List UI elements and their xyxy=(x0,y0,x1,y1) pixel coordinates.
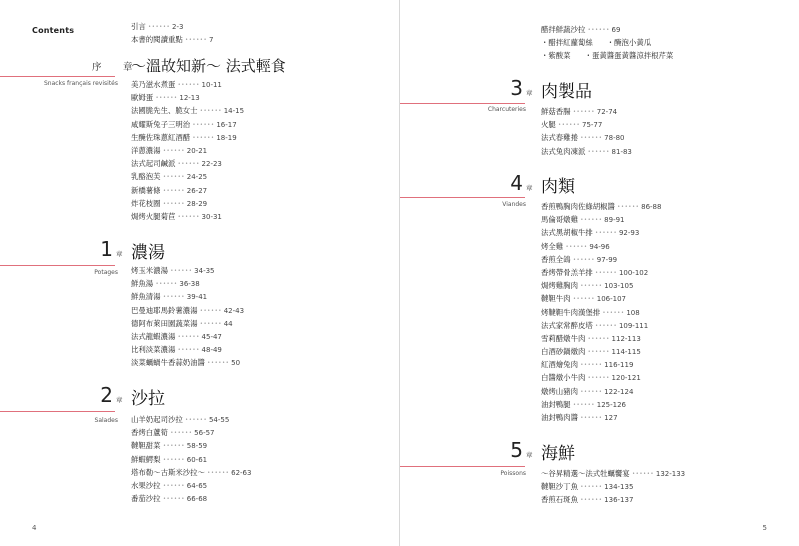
subitem: ・紫酸菜 xyxy=(541,51,571,60)
entry-title: 法式家常醉皮塔 xyxy=(541,320,593,330)
entry-page: 62-63 xyxy=(231,468,252,477)
leader-dots: ･･････ xyxy=(557,120,580,130)
entry-page: 94-96 xyxy=(589,242,610,251)
entry-page: 12-13 xyxy=(179,94,200,103)
entry-title: 淡菜蠣蝸牛香蒜奶油醬 xyxy=(131,358,205,368)
leader-dots: ･･････ xyxy=(206,358,230,368)
toc-entry xyxy=(541,480,685,493)
leader-dots: ･･････ xyxy=(162,494,185,504)
leader-dots: ･･････ xyxy=(565,241,588,251)
leader-dots: ･･････ xyxy=(579,386,603,396)
entry-page: 89-91 xyxy=(604,216,625,225)
chapter-en: Viandes xyxy=(502,201,526,208)
toc-entry xyxy=(131,492,251,505)
entry-title: 洋蔥濃湯 xyxy=(131,145,161,155)
leader-dots: ･･････ xyxy=(579,215,603,225)
chapter-4-list xyxy=(541,200,661,424)
entry-page: 56-57 xyxy=(194,429,215,438)
entry-title: 德阿布萊田園蔬菜湯 xyxy=(131,318,198,328)
leader-dots: ･･････ xyxy=(579,133,603,143)
entry-page: 122-124 xyxy=(604,387,634,396)
entry-page: 60-61 xyxy=(186,455,208,464)
entry-page: 64-65 xyxy=(186,481,208,490)
entry-page: 120-121 xyxy=(611,374,641,383)
entry-page: 36-38 xyxy=(179,280,200,289)
toc-entry xyxy=(131,330,244,343)
prologue-label: 序 章 xyxy=(92,62,139,73)
entry-title: 燉烤山豬肉 xyxy=(541,386,578,396)
entry-page: 112-113 xyxy=(611,334,641,343)
entry-page: 136-137 xyxy=(604,496,634,505)
chapter-zhang: 章 xyxy=(526,451,533,459)
entry-page: 50 xyxy=(231,359,241,368)
entry-title: 鮮魚清湯 xyxy=(131,292,161,302)
toc-entry xyxy=(541,131,632,144)
leader-dots: ･･････ xyxy=(199,318,222,328)
entry-title: 法式黑胡椒牛排 xyxy=(541,228,593,238)
entry-title: 法國脆先生、脆女士 xyxy=(131,106,198,116)
prologue-rule xyxy=(0,76,115,77)
chapter-number: 3 xyxy=(510,76,523,100)
toc-entry xyxy=(541,319,661,332)
leader-dots: ･･････ xyxy=(162,198,185,208)
entry-page: 14-15 xyxy=(223,107,245,116)
leader-dots: ･･････ xyxy=(602,307,625,317)
entry-page: 45-47 xyxy=(201,332,222,341)
chapter-rule xyxy=(0,411,115,412)
leader-dots: ･･････ xyxy=(572,107,595,116)
chapter-title: 沙拉 xyxy=(131,389,165,409)
leader-dots: ･･････ xyxy=(579,495,603,505)
entry-page: 18-19 xyxy=(216,133,237,142)
toc-entry xyxy=(131,439,251,452)
chapter-rule xyxy=(0,265,115,266)
toc-entry xyxy=(541,332,661,345)
entry-page: 42-43 xyxy=(223,306,245,315)
subitem-row-2 xyxy=(541,49,687,62)
toc-entry xyxy=(131,91,244,104)
leader-dots: ･･････ xyxy=(162,454,185,464)
chapter-en: Poissons xyxy=(500,470,526,477)
toc-entry xyxy=(131,466,251,479)
entry-title: 油封鴨腿 xyxy=(541,399,571,409)
leader-dots: ･･････ xyxy=(579,360,603,370)
entry-page: 30-31 xyxy=(201,212,222,221)
chapter-rule xyxy=(400,466,525,467)
leader-dots: ･･････ xyxy=(177,159,200,169)
toc-entry xyxy=(131,144,244,157)
toc-entry xyxy=(131,104,244,117)
prologue-en: Snacks français revisités xyxy=(43,80,118,87)
toc-entry xyxy=(131,20,213,33)
entry-page: 134-135 xyxy=(604,483,634,492)
entry-page: 103-105 xyxy=(604,282,634,291)
leader-dots: ･･････ xyxy=(192,132,215,142)
entry-title: 白酒砂鍋燉肉 xyxy=(541,347,586,357)
entry-title: 香烤帶骨羔羊排 xyxy=(541,267,593,277)
entry-title: 香煎鴨胸肉佐綠胡椒醬 xyxy=(541,202,615,211)
left-page xyxy=(0,0,399,546)
chapter-1-list xyxy=(131,264,244,370)
leader-dots: ･･････ xyxy=(155,93,178,103)
leader-dots: ･･････ xyxy=(177,211,200,221)
leader-dots: ･･････ xyxy=(177,80,200,89)
chapter-zhang: 章 xyxy=(526,89,533,97)
leader-dots: ･･････ xyxy=(572,294,595,304)
entry-page: 48-49 xyxy=(201,346,222,355)
leader-dots: ･･････ xyxy=(162,441,185,451)
entry-page: 7 xyxy=(208,36,214,45)
entry-title: 烤韃靼牛肉漢堡排 xyxy=(541,307,601,317)
entry-page: 116-119 xyxy=(604,361,634,370)
entry-page: 22-23 xyxy=(201,160,222,169)
entry-page: 92-93 xyxy=(618,229,640,238)
entry-title: 白醬燉小牛肉 xyxy=(541,373,586,383)
leader-dots: ･･････ xyxy=(587,25,610,34)
entry-page: 100-102 xyxy=(618,268,649,277)
leader-dots: ･･････ xyxy=(206,467,230,477)
right-page xyxy=(400,0,799,546)
leader-dots: ･･････ xyxy=(572,399,595,409)
entry-page: 114-115 xyxy=(611,348,641,357)
leader-dots: ･･････ xyxy=(162,145,185,155)
entry-page: 127 xyxy=(604,414,618,422)
entry-title: ～谷昇精選～法式牡蠣饗宴 xyxy=(541,469,630,478)
chapter-number: 1 xyxy=(100,237,113,261)
entry-title: 香煎全鴿 xyxy=(541,254,571,264)
entry-page: 125-126 xyxy=(596,400,627,409)
chapter-number: 2 xyxy=(100,383,113,407)
intro-list xyxy=(131,20,213,46)
leader-dots: ･･････ xyxy=(579,413,603,422)
entry-page: 26-27 xyxy=(186,186,208,195)
page-number: 5 xyxy=(762,524,767,532)
chapter-3-list xyxy=(541,105,632,158)
toc-entry xyxy=(541,306,661,319)
toc-entry xyxy=(541,279,661,292)
entry-page: 81-83 xyxy=(611,147,632,156)
prologue-list xyxy=(131,78,244,223)
entry-page: 10-11 xyxy=(201,81,222,89)
leader-dots: ･･････ xyxy=(631,469,654,478)
leader-dots: ･･････ xyxy=(587,347,610,357)
toc-entry xyxy=(131,453,251,466)
toc-entry xyxy=(131,197,244,210)
leader-dots: ･･････ xyxy=(169,266,193,275)
entry-title: 新橋薯條 xyxy=(131,185,161,195)
entry-page: 106-107 xyxy=(596,295,627,304)
toc-entry xyxy=(131,479,251,492)
entry-page: 44 xyxy=(223,319,233,328)
leader-dots: ･･････ xyxy=(155,279,178,289)
leader-dots: ･･････ xyxy=(616,202,640,211)
entry-title: 火腿 xyxy=(541,120,556,130)
leader-dots: ･･････ xyxy=(184,415,207,424)
entry-title: 鮮蝦鰐梨 xyxy=(131,454,161,464)
entry-page: 58-59 xyxy=(186,442,208,451)
chapter-en: Salades xyxy=(94,417,118,424)
entry-title: 法式龍蝦濃湯 xyxy=(131,331,176,341)
chapter-5-list xyxy=(541,467,685,507)
leader-dots: ･･････ xyxy=(594,228,617,238)
entry-page: 86-88 xyxy=(641,203,662,211)
leader-dots: ･･････ xyxy=(177,331,200,341)
entry-title: 炸花枝圈 xyxy=(131,198,161,208)
toc-entry xyxy=(541,385,661,398)
toc-entry xyxy=(131,277,244,290)
toc-entry xyxy=(541,345,661,358)
leader-dots: ･･････ xyxy=(162,185,185,195)
contents-title: Contents xyxy=(32,26,75,35)
toc-entry xyxy=(541,292,661,305)
entry-title: 引言 xyxy=(131,22,146,31)
leader-dots: ･･････ xyxy=(169,428,193,438)
entry-title: 香煎石斑魚 xyxy=(541,495,578,505)
entry-page: 34-35 xyxy=(194,267,215,275)
toc-entry xyxy=(541,398,661,411)
chapter-en: Potages xyxy=(94,269,118,276)
entry-title: 雪莉醋燉牛肉 xyxy=(541,333,586,343)
toc-entry xyxy=(541,371,661,384)
top-entry-list xyxy=(541,23,620,36)
toc-entry xyxy=(541,240,661,253)
entry-title: 乳酪泡芙 xyxy=(131,172,161,182)
chapter-zhang: 章 xyxy=(116,396,123,404)
entry-title: 鮮菇香腸 xyxy=(541,107,571,116)
entry-title: 巴曼迪耶馬鈴薯濃湯 xyxy=(131,305,198,315)
entry-page: 109-111 xyxy=(618,321,649,330)
entry-title: 山羊奶起司沙拉 xyxy=(131,415,183,424)
chapter-number: 5 xyxy=(510,438,523,462)
toc-entry xyxy=(541,200,661,213)
entry-page: 108 xyxy=(626,308,640,317)
leader-dots: ･･････ xyxy=(579,281,603,291)
leader-dots: ･･････ xyxy=(162,292,185,302)
entry-title: 韃靼甜菜 xyxy=(131,441,161,451)
entry-page: 54-55 xyxy=(208,416,230,424)
entry-title: 馬倫哥燉雞 xyxy=(541,215,578,225)
entry-page: 16-17 xyxy=(216,120,237,129)
toc-entry xyxy=(131,78,244,91)
entry-title: 法式起司鹹派 xyxy=(131,159,176,169)
toc-entry xyxy=(131,33,213,46)
toc-entry xyxy=(541,23,620,36)
leader-dots: ･･････ xyxy=(587,146,610,156)
leader-dots: ･･････ xyxy=(162,480,185,490)
entry-page: 72-74 xyxy=(596,108,618,116)
entry-title: 法式春雞捲 xyxy=(541,133,578,143)
leader-dots: ･･････ xyxy=(199,106,222,116)
chapter-number: 4 xyxy=(510,171,523,195)
toc-entry xyxy=(131,343,244,356)
entry-page: 132-133 xyxy=(655,470,686,478)
page-number: 4 xyxy=(32,524,37,532)
entry-title: 本書的閱讀重點 xyxy=(131,35,183,45)
toc-entry xyxy=(541,145,632,158)
chapter-2-list xyxy=(131,413,251,505)
subitem: ・蛋黃醬蛋黃醬涼拌根芹菜 xyxy=(584,51,674,60)
entry-page: 78-80 xyxy=(604,134,625,143)
entry-page: 69 xyxy=(611,26,621,34)
toc-entry xyxy=(131,356,244,369)
leader-dots: ･･････ xyxy=(184,35,207,45)
entry-title: 美乃滋水煮蛋 xyxy=(131,80,176,89)
entry-title: 水果沙拉 xyxy=(131,480,161,490)
entry-page: 97-99 xyxy=(596,255,618,264)
leader-dots: ･･････ xyxy=(594,267,617,277)
entry-title: 韃靼沙丁魚 xyxy=(541,482,578,492)
toc-entry xyxy=(541,358,661,371)
chapter-rule xyxy=(400,197,525,198)
leader-dots: ･･････ xyxy=(579,482,603,492)
entry-title: 焗烤火腿菊苣 xyxy=(131,211,176,221)
entry-title: 醋拌鮮蔬沙拉 xyxy=(541,25,586,34)
entry-page: 75-77 xyxy=(581,121,603,130)
toc-entry xyxy=(131,210,244,223)
toc-entry xyxy=(541,411,661,424)
entry-page: 20-21 xyxy=(186,146,208,155)
toc-entry xyxy=(131,170,244,183)
toc-entry xyxy=(131,184,244,197)
toc-entry xyxy=(541,266,661,279)
leader-dots: ･･････ xyxy=(199,305,222,315)
leader-dots: ･･････ xyxy=(177,345,200,355)
toc-entry xyxy=(131,290,244,303)
entry-title: 烤全雞 xyxy=(541,241,564,251)
leader-dots: ･･････ xyxy=(587,333,610,343)
entry-title: 塔布勒～古斯米沙拉～ xyxy=(131,467,205,477)
toc-entry xyxy=(131,413,251,426)
leader-dots: ･･････ xyxy=(162,172,185,182)
chapter-title: 海鮮 xyxy=(541,444,575,464)
toc-entry xyxy=(541,213,661,226)
entry-title: 鮮魚湯 xyxy=(131,279,154,289)
toc-entry xyxy=(131,118,244,131)
subitem: ・醃泡小黃瓜 xyxy=(606,38,652,47)
entry-title: 香烤白蘆筍 xyxy=(131,428,168,438)
chapter-en: Charcuteries xyxy=(487,106,526,113)
entry-page: 24-25 xyxy=(186,173,208,182)
leader-dots: ･･････ xyxy=(147,22,170,31)
entry-title: 咸耀斯兔子三明治 xyxy=(131,119,191,129)
entry-page: 2-3 xyxy=(171,23,184,31)
entry-title: 歐姆蛋 xyxy=(131,93,154,103)
chapter-title: 肉類 xyxy=(541,177,575,197)
toc-entry xyxy=(541,493,685,506)
entry-title: 紅酒燴兔肉 xyxy=(541,360,578,370)
leader-dots: ･･････ xyxy=(587,373,610,383)
toc-entry xyxy=(541,253,661,266)
entry-page: 28-29 xyxy=(186,199,208,208)
entry-page: 66-68 xyxy=(186,495,208,504)
subitem: ・醋拌紅蘿蔔絲 xyxy=(541,38,593,47)
toc-entry xyxy=(541,118,632,131)
toc-entry xyxy=(131,131,244,144)
chapter-zhang: 章 xyxy=(526,184,533,192)
chapter-zhang: 章 xyxy=(116,250,123,258)
entry-title: 焗烤雞胸肉 xyxy=(541,281,578,291)
entry-title: 法式兔肉凍派 xyxy=(541,146,586,156)
toc-entry xyxy=(131,157,244,170)
leader-dots: ･･････ xyxy=(572,254,595,264)
prologue-title: ～溫故知新～ 法式輕食 xyxy=(131,57,286,75)
toc-entry xyxy=(541,467,685,480)
toc-entry xyxy=(131,264,244,277)
entry-title: 番茄沙拉 xyxy=(131,494,161,504)
chapter-title: 濃湯 xyxy=(131,243,165,263)
entry-title: 生醃佐珠蔥紅酒醋 xyxy=(131,132,191,142)
leader-dots: ･･････ xyxy=(594,320,617,330)
entry-page: 39-41 xyxy=(186,293,208,302)
chapter-rule xyxy=(400,103,525,104)
toc-entry xyxy=(541,105,632,118)
toc-entry xyxy=(541,226,661,239)
chapter-title: 肉製品 xyxy=(541,82,592,102)
toc-entry xyxy=(131,317,244,330)
entry-title: 比利淡菜濃湯 xyxy=(131,345,176,355)
toc-entry xyxy=(131,426,251,439)
entry-title: 油封鴨肉醬 xyxy=(541,413,578,422)
leader-dots: ･･････ xyxy=(192,119,215,129)
subitem-row-1 xyxy=(541,36,665,49)
entry-title: 烤玉米濃湯 xyxy=(131,266,168,275)
entry-title: 韃靼牛肉 xyxy=(541,294,571,304)
toc-entry xyxy=(131,304,244,317)
